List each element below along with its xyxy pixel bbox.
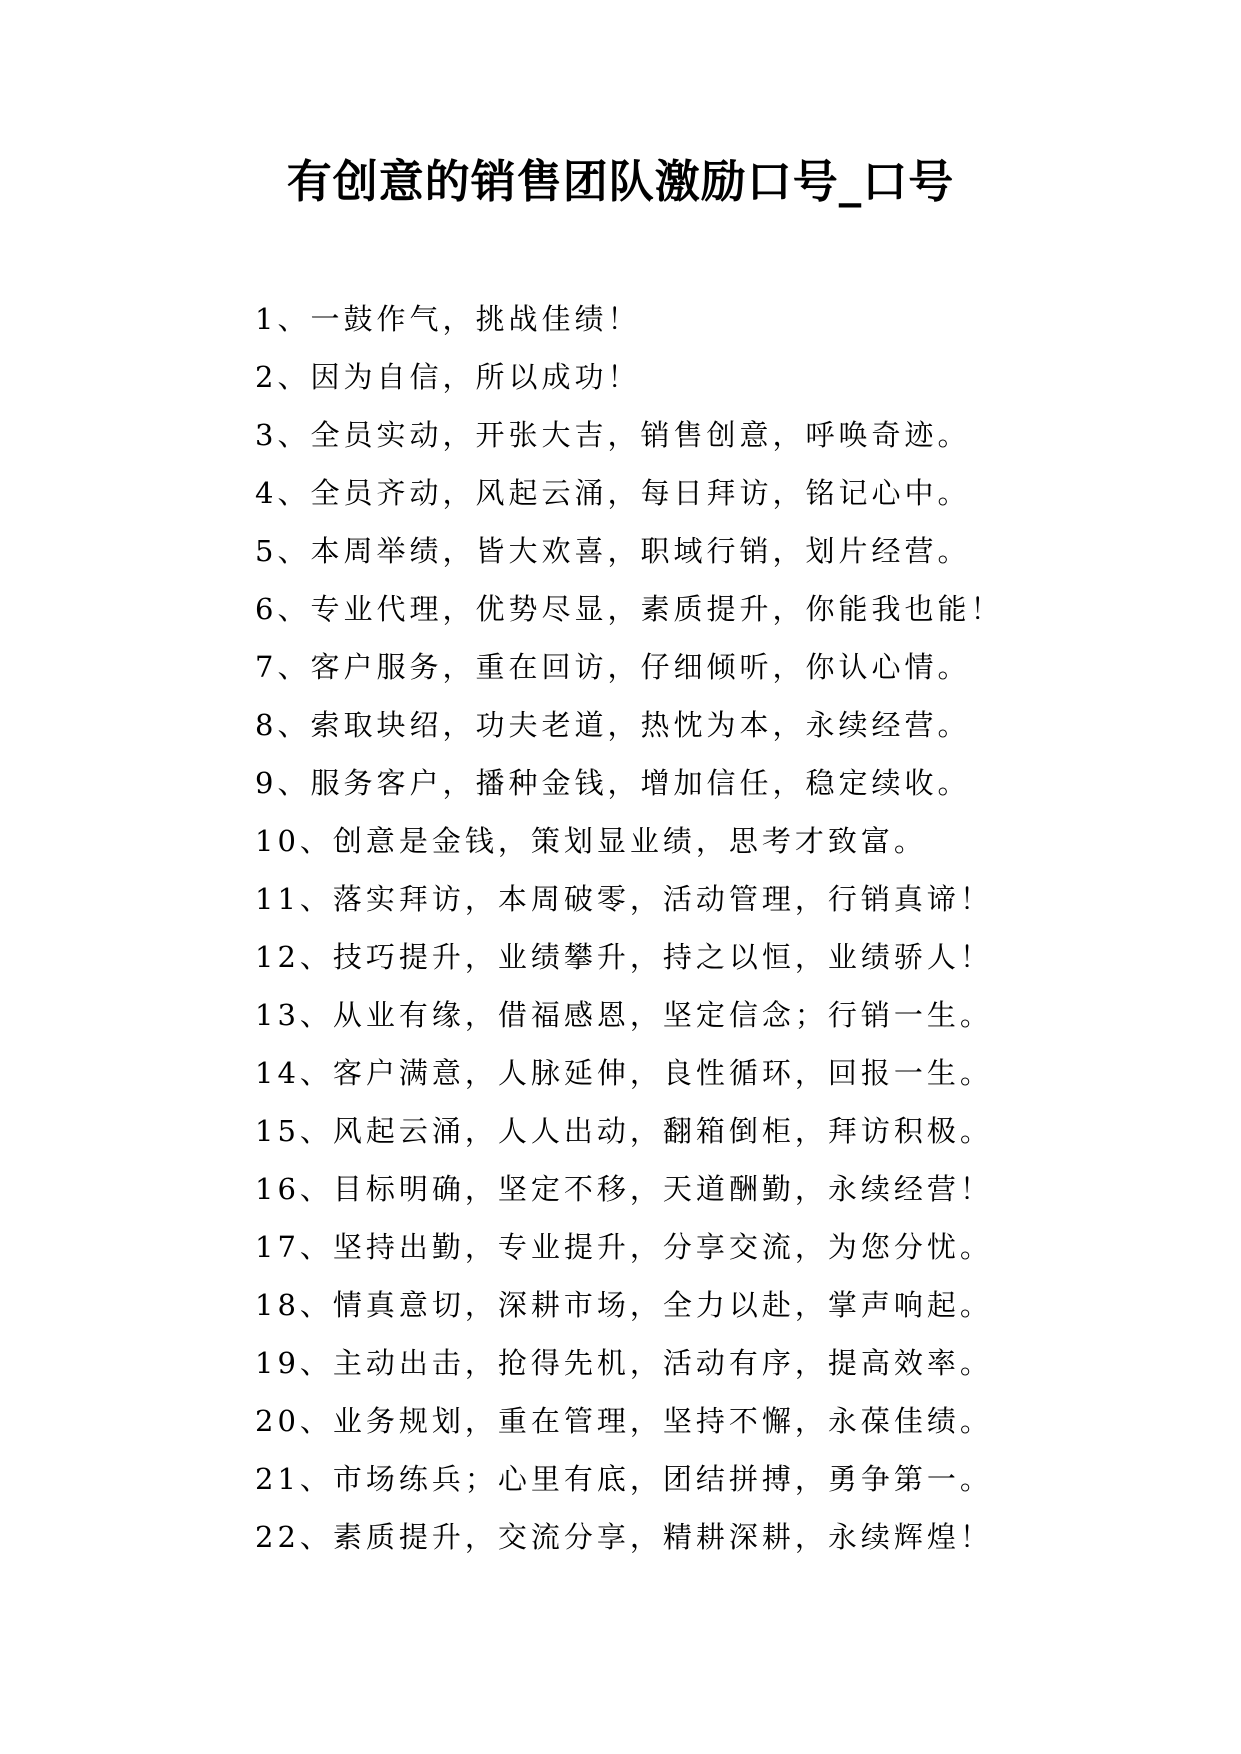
- slogan-item: 14、客户满意，人脉延伸，良性循环，回报一生。: [255, 1056, 993, 1090]
- slogan-item: 17、坚持出勤，专业提升，分享交流，为您分忧。: [255, 1230, 993, 1264]
- slogan-list: [255, 290, 1055, 1566]
- slogan-item: 6、专业代理，优势尽显，素质提升，你能我也能！: [255, 592, 1004, 626]
- slogan-item: 21、市场练兵；心里有底，团结拼搏，勇争第一。: [255, 1462, 993, 1496]
- slogan-item: 9、服务客户，播种金钱，增加信任，稳定续收。: [255, 766, 971, 800]
- document-title: 有创意的销售团队激励口号_口号: [286, 155, 955, 208]
- slogan-item: 1、一鼓作气，挑战佳绩！: [255, 302, 641, 336]
- slogan-item: 15、风起云涌，人人出动，翻箱倒柜，拜访积极。: [255, 1114, 993, 1148]
- slogan-item: 2、因为自信，所以成功！: [255, 360, 641, 394]
- slogan-item: 10、创意是金钱，策划显业绩，思考才致富。: [255, 824, 927, 858]
- slogan-item: 18、情真意切，深耕市场，全力以赴，掌声响起。: [255, 1288, 993, 1322]
- slogan-item: 16、目标明确，坚定不移，天道酬勤，永续经营！: [255, 1172, 993, 1206]
- slogan-item: 11、落实拜访，本周破零，活动管理，行销真谛！: [255, 882, 993, 916]
- slogan-item: 13、从业有缘，借福感恩，坚定信念；行销一生。: [255, 998, 993, 1032]
- slogan-item: 12、技巧提升，业绩攀升，持之以恒，业绩骄人！: [255, 940, 993, 974]
- slogan-item: 19、主动出击，抢得先机，活动有序，提高效率。: [255, 1346, 993, 1380]
- slogan-item: 22、素质提升，交流分享，精耕深耕，永续辉煌！: [255, 1520, 993, 1554]
- slogan-item: 3、全员实动，开张大吉，销售创意，呼唤奇迹。: [255, 418, 971, 452]
- slogan-item: 4、全员齐动，风起云涌，每日拜访，铭记心中。: [255, 476, 971, 510]
- slogan-item: 5、本周举绩，皆大欢喜，职域行销，划片经营。: [255, 534, 971, 568]
- slogan-item: 7、客户服务，重在回访，仔细倾听，你认心情。: [255, 650, 971, 684]
- slogan-item: 8、索取块绍，功夫老道，热忱为本，永续经营。: [255, 708, 971, 742]
- slogan-item: 20、业务规划，重在管理，坚持不懈，永葆佳绩。: [255, 1404, 993, 1438]
